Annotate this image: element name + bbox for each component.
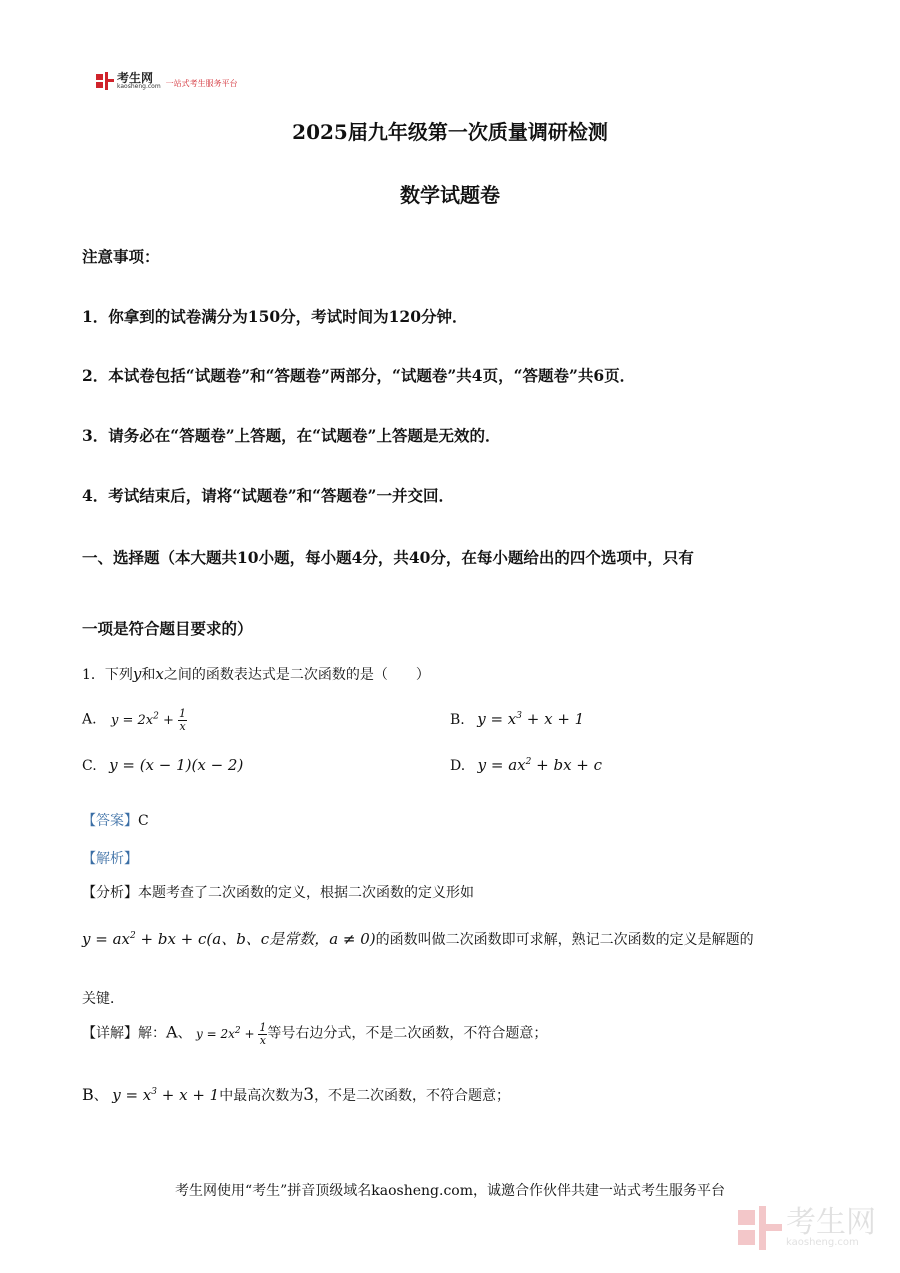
analysis-definition-end: 关键． [82,991,124,1007]
answer-tag: 【答案】 [82,813,138,829]
option-d-expr: $y = ax^2$ + bx + c [477,756,603,774]
option-b-expr: $y = x^3 + x + 1$ [477,710,585,728]
logo-name: 考生网 [117,71,154,85]
analysis-tag: 【解析】 [82,851,138,867]
logo-domain: kaosheng.com [117,83,161,90]
watermark-name: 考生网 [786,1205,876,1240]
detail-a-line: 【详解】解：A、 $y = 2x^2$ + $\frac{1}{x}$ 等号右边分式，不是二次函数，不符合题意； [82,1021,548,1047]
logo-mark-icon [96,72,114,90]
section-title-line2: 一项是符合题目要求的） [82,619,253,638]
option-a-expr: $y = 2x^2$ + $\frac{1}{x}$ [111,707,187,733]
notice-item-1: 1．你拿到的试卷满分为150分，考试时间为120分钟． [82,307,468,326]
logo-slogan: 一站式考生服务平台 [165,78,238,88]
analysis-fenxi: 【分析】本题考查了二次函数的定义，根据二次函数的定义形如 [82,885,474,901]
detail-b-line: B、 $y = x^3 + x + 1$中最高次数为3，不是二次函数，不符合题意； [82,1085,511,1105]
notice-item-2: 2．本试卷包括“试题卷”和“答题卷”两部分，“试题卷”共4页，“答题卷”共6页． [82,366,636,385]
option-b-label: B. [450,712,465,728]
notice-item-4: 4．考试结束后，请将“试题卷”和“答题卷”一并交回． [82,486,454,505]
answer-value: C [138,813,149,829]
watermark-mark-icon [738,1206,782,1250]
section-title-line1: 一、选择题（本大题共10小题，每小题4分，共40分，在每小题给出的四个选项中，只有 [82,548,694,567]
watermark-logo [738,1206,876,1250]
option-a[interactable] [82,708,187,732]
option-d[interactable] [450,756,602,774]
option-d-label: D. [450,758,466,774]
notice-heading: 注意事项： [82,247,160,266]
analysis-definition: $y = ax^2$ + bx + c(a、b、c是常数，a ≠ 0)的函数叫做二次函数即可求解，熟记二次函数的定义是解题的 [82,930,754,948]
option-b[interactable] [450,710,584,728]
page-subtitle: 数学试题卷 [400,183,500,207]
header-logo [96,72,238,90]
answer-line [82,810,149,830]
page-title: 2025届九年级第一次质量调研检测 [292,120,608,144]
option-a-label: A. [82,711,97,728]
option-c[interactable] [82,756,243,774]
question-1-stem: 1．下列y和x之间的函数表达式是二次函数的是（ ） [82,665,430,683]
option-c-label: C. [82,758,97,774]
watermark-domain: kaosheng.com [786,1237,859,1248]
notice-item-3: 3．请务必在“答题卷”上答题，在“试题卷”上答题是无效的． [82,426,501,445]
option-c-expr: y = (x − 1)(x − 2) [109,756,244,774]
page-footer: 考生网使用“考生”拼音顶级域名kaosheng.com，诚邀合作伙伴共建一站式考生服务平台 [174,1183,726,1199]
